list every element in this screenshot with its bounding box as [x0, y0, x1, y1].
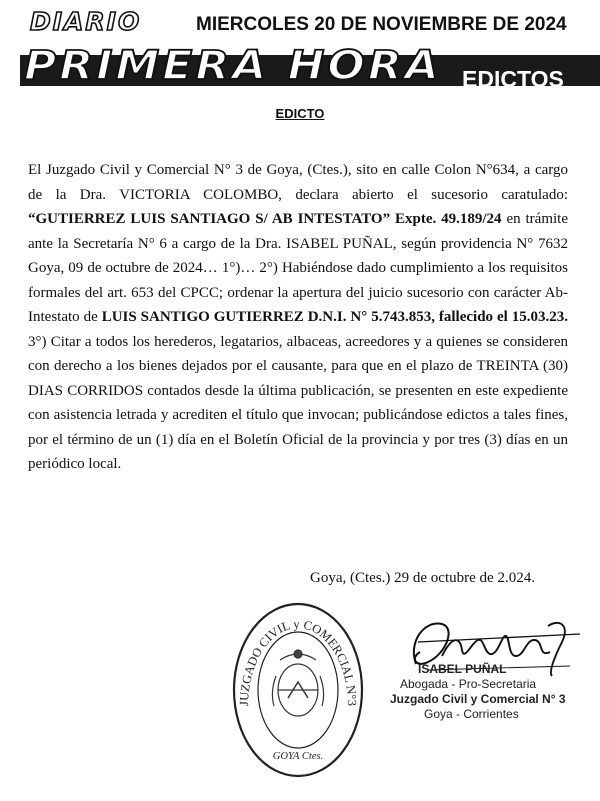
- masthead-logo-diario: DIARIO: [30, 7, 142, 36]
- signatory-stamp: [390, 662, 590, 722]
- seal-bottom-text: GOYA Ctes.: [272, 751, 324, 762]
- signatory-role: Abogada - Pro-Secretaria: [400, 677, 537, 691]
- edict-text-part-2: en trámite ante la Secretaría N° 6 a cargo de la Dra. ISABEL PUÑAL, según providencia N° 7632 Goya, 09 de octubre de 2024… 1°)… 2°) Habiéndose dado cumplimiento a los requisitos formales del art. 653 del CPCC; ordenar la apertura del juicio sucesorio con carácter Ab-Intestato de: [28, 211, 568, 325]
- signatory-court: Juzgado Civil y Comercial N° 3: [390, 692, 566, 706]
- coat-of-arms-icon: [272, 650, 323, 716]
- court-seal: [230, 598, 366, 778]
- signatory-city: Goya - Corrientes: [424, 707, 519, 721]
- deceased-identification: LUIS SANTIGO GUTIERREZ D.N.I. N° 5.743.853, fallecido el 15.03.23.: [101, 309, 568, 325]
- case-caption: “GUTIERREZ LUIS SANTIAGO S/ AB INTESTATO” Expte. 49.189/24: [28, 211, 502, 227]
- masthead-logo-primera-hora: PRIMERA HORA: [24, 42, 442, 86]
- section-label: EDICTOS: [462, 66, 564, 86]
- document-title: EDICTO: [275, 106, 325, 121]
- place-and-date: Goya, (Ctes.) 29 de octubre de 2.024.: [310, 570, 535, 586]
- edict-body: [28, 158, 568, 477]
- seal-ring-text: JUZGADO CIVIL y COMERCIAL N°3: [236, 617, 360, 707]
- newspaper-masthead: [0, 0, 600, 86]
- edict-text-part-3: 3°) Citar a todos los herederos, legatarios, albaceas, acreedores y a quienes se consideren con derecho a los bienes dejados por el causante, para que en el plazo de TREINTA (30) DIAS CORRIDOS contados desde la última publicación, se presenten en este expediente con asistencia letrada y acrediten el título que invocan; publicándose edictos a tales fines, por el término de un (1) día en el Boletín Oficial de la provincia y por tres (3) días en un periódico local.: [28, 333, 568, 472]
- edict-text-part-1: El Juzgado Civil y Comercial N° 3 de Goya, (Ctes.), sito en calle Colon N°634, a cargo de la Dra. VICTORIA COLOMBO, declara abierto el sucesorio caratulado:: [28, 162, 568, 203]
- publication-date: MIERCOLES 20 DE NOVIEMBRE DE 2024: [196, 14, 567, 35]
- signatory-name: ISABEL PUÑAL: [418, 662, 507, 676]
